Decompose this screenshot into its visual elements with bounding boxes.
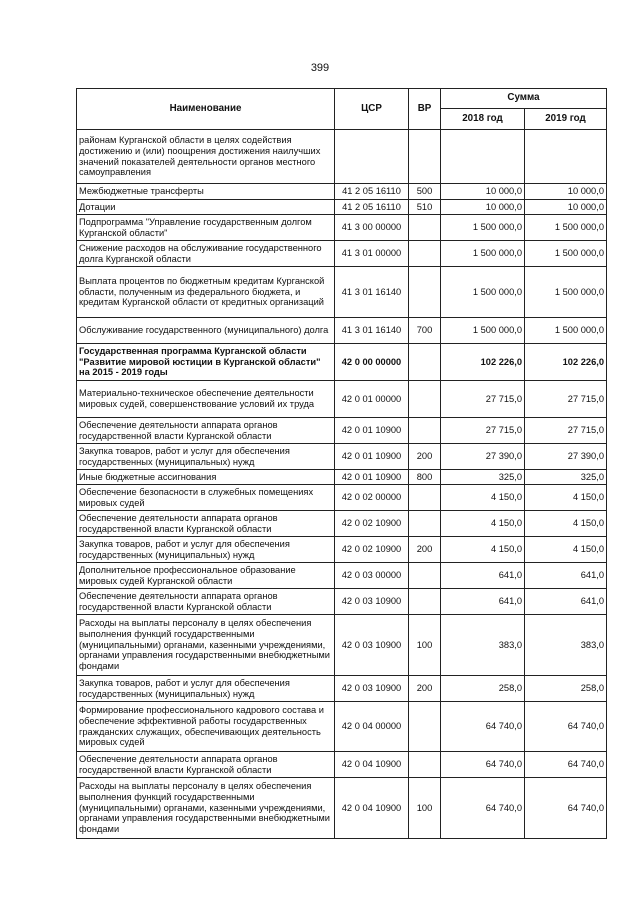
row-csr: 42 0 04 10900 bbox=[335, 752, 409, 778]
row-vr bbox=[409, 511, 441, 537]
row-amount-2018 bbox=[441, 130, 525, 184]
table-row bbox=[77, 470, 607, 485]
row-amount-2019: 383,0 bbox=[525, 615, 607, 676]
row-amount-2018: 4 150,0 bbox=[441, 537, 525, 563]
row-vr: 500 bbox=[409, 184, 441, 200]
row-csr: 42 0 01 10900 bbox=[335, 470, 409, 485]
budget-table bbox=[76, 88, 607, 839]
table-row bbox=[77, 344, 607, 381]
row-vr bbox=[409, 381, 441, 418]
row-csr: 41 2 05 16110 bbox=[335, 184, 409, 200]
row-amount-2018: 4 150,0 bbox=[441, 511, 525, 537]
table-row bbox=[77, 267, 607, 318]
row-amount-2019: 1 500 000,0 bbox=[525, 318, 607, 344]
row-amount-2018: 4 150,0 bbox=[441, 485, 525, 511]
row-amount-2019: 641,0 bbox=[525, 563, 607, 589]
row-vr: 200 bbox=[409, 444, 441, 470]
header-name: Наименование bbox=[77, 89, 335, 130]
table-row bbox=[77, 537, 607, 563]
row-amount-2019: 27 390,0 bbox=[525, 444, 607, 470]
row-amount-2018: 64 740,0 bbox=[441, 778, 525, 839]
row-name: Выплата процентов по бюджетным кредитам Курганской области, полученным из федерального бюджета, и кредитам Курганской области от кредитных организаций bbox=[77, 267, 335, 318]
row-amount-2018: 102 226,0 bbox=[441, 344, 525, 381]
header-sum: Сумма bbox=[441, 89, 607, 109]
row-name: Обеспечение деятельности аппарата органов государственной власти Курганской области bbox=[77, 589, 335, 615]
row-vr bbox=[409, 702, 441, 752]
table-row bbox=[77, 444, 607, 470]
row-name: Закупка товаров, работ и услуг для обеспечения государственных (муниципальных) нужд bbox=[77, 537, 335, 563]
row-amount-2019: 10 000,0 bbox=[525, 184, 607, 200]
table-body bbox=[77, 130, 607, 839]
row-amount-2019: 258,0 bbox=[525, 676, 607, 702]
row-name: Обеспечение деятельности аппарата органов государственной власти Курганской области bbox=[77, 511, 335, 537]
row-amount-2018: 1 500 000,0 bbox=[441, 241, 525, 267]
row-amount-2019: 1 500 000,0 bbox=[525, 215, 607, 241]
row-amount-2018: 27 390,0 bbox=[441, 444, 525, 470]
row-csr: 42 0 02 00000 bbox=[335, 485, 409, 511]
row-csr: 42 0 04 00000 bbox=[335, 702, 409, 752]
table-row bbox=[77, 511, 607, 537]
row-amount-2018: 641,0 bbox=[441, 589, 525, 615]
row-name: Дотации bbox=[77, 200, 335, 215]
row-amount-2019: 4 150,0 bbox=[525, 537, 607, 563]
row-name: Обеспечение деятельности аппарата органов государственной власти Курганской области bbox=[77, 418, 335, 444]
row-vr bbox=[409, 485, 441, 511]
row-csr: 41 3 00 00000 bbox=[335, 215, 409, 241]
row-name: Расходы на выплаты персоналу в целях обеспечения выполнения функций государственными (муниципальными) органами, казенными учреждениями, органами управления государственными внебюджетными фондами bbox=[77, 778, 335, 839]
row-amount-2019: 102 226,0 bbox=[525, 344, 607, 381]
header-year-2018: 2018 год bbox=[441, 109, 525, 130]
row-amount-2019: 27 715,0 bbox=[525, 418, 607, 444]
table-row bbox=[77, 381, 607, 418]
row-csr: 42 0 03 10900 bbox=[335, 615, 409, 676]
table-row bbox=[77, 418, 607, 444]
table-row bbox=[77, 615, 607, 676]
row-amount-2018: 10 000,0 bbox=[441, 184, 525, 200]
row-vr: 100 bbox=[409, 615, 441, 676]
row-vr bbox=[409, 563, 441, 589]
row-name: Межбюджетные трансферты bbox=[77, 184, 335, 200]
row-amount-2018: 1 500 000,0 bbox=[441, 267, 525, 318]
row-amount-2018: 383,0 bbox=[441, 615, 525, 676]
row-csr: 42 0 03 00000 bbox=[335, 563, 409, 589]
table-row bbox=[77, 485, 607, 511]
table-row bbox=[77, 752, 607, 778]
row-csr: 42 0 03 10900 bbox=[335, 676, 409, 702]
table-row bbox=[77, 184, 607, 200]
row-csr: 42 0 02 10900 bbox=[335, 511, 409, 537]
row-amount-2018: 641,0 bbox=[441, 563, 525, 589]
row-amount-2019: 4 150,0 bbox=[525, 511, 607, 537]
header-year-2019: 2019 год bbox=[525, 109, 607, 130]
row-amount-2019: 64 740,0 bbox=[525, 778, 607, 839]
row-vr bbox=[409, 215, 441, 241]
row-amount-2019: 10 000,0 bbox=[525, 200, 607, 215]
row-vr: 700 bbox=[409, 318, 441, 344]
row-amount-2019: 641,0 bbox=[525, 589, 607, 615]
row-amount-2018: 1 500 000,0 bbox=[441, 215, 525, 241]
row-csr: 42 0 00 00000 bbox=[335, 344, 409, 381]
table-row bbox=[77, 589, 607, 615]
row-csr: 41 3 01 16140 bbox=[335, 318, 409, 344]
table-row bbox=[77, 241, 607, 267]
row-amount-2018: 64 740,0 bbox=[441, 702, 525, 752]
row-name: Обеспечение деятельности аппарата органов государственной власти Курганской области bbox=[77, 752, 335, 778]
row-csr: 41 3 01 16140 bbox=[335, 267, 409, 318]
row-amount-2019: 1 500 000,0 bbox=[525, 267, 607, 318]
table-row bbox=[77, 215, 607, 241]
table-row bbox=[77, 318, 607, 344]
header-vr: ВР bbox=[409, 89, 441, 130]
row-csr: 42 0 01 00000 bbox=[335, 381, 409, 418]
row-name: Обслуживание государственного (муниципального) долга bbox=[77, 318, 335, 344]
row-vr bbox=[409, 130, 441, 184]
row-csr: 42 0 04 10900 bbox=[335, 778, 409, 839]
row-amount-2018: 64 740,0 bbox=[441, 752, 525, 778]
row-name: Обеспечение безопасности в служебных помещениях мировых судей bbox=[77, 485, 335, 511]
row-amount-2019: 64 740,0 bbox=[525, 702, 607, 752]
row-csr: 41 2 05 16110 bbox=[335, 200, 409, 215]
row-csr bbox=[335, 130, 409, 184]
row-name: Закупка товаров, работ и услуг для обеспечения государственных (муниципальных) нужд bbox=[77, 676, 335, 702]
table-row bbox=[77, 200, 607, 215]
row-vr: 100 bbox=[409, 778, 441, 839]
row-name: Дополнительное профессиональное образование мировых судей Курганской области bbox=[77, 563, 335, 589]
row-vr: 510 bbox=[409, 200, 441, 215]
row-vr bbox=[409, 344, 441, 381]
header-csr: ЦСР bbox=[335, 89, 409, 130]
row-amount-2018: 1 500 000,0 bbox=[441, 318, 525, 344]
row-name: Подпрограмма "Управление государственным долгом Курганской области" bbox=[77, 215, 335, 241]
table-row bbox=[77, 778, 607, 839]
row-amount-2019: 4 150,0 bbox=[525, 485, 607, 511]
table-row bbox=[77, 702, 607, 752]
row-amount-2019: 27 715,0 bbox=[525, 381, 607, 418]
row-vr bbox=[409, 267, 441, 318]
row-amount-2018: 258,0 bbox=[441, 676, 525, 702]
row-name: Материально-техническое обеспечение деятельности мировых судей, совершенствование условий их труда bbox=[77, 381, 335, 418]
row-vr bbox=[409, 241, 441, 267]
row-vr bbox=[409, 752, 441, 778]
row-csr: 42 0 02 10900 bbox=[335, 537, 409, 563]
row-amount-2019 bbox=[525, 130, 607, 184]
row-csr: 41 3 01 00000 bbox=[335, 241, 409, 267]
row-vr: 200 bbox=[409, 676, 441, 702]
row-amount-2018: 27 715,0 bbox=[441, 418, 525, 444]
row-name: районам Курганской области в целях содействия достижению и (или) поощрения достижения наилучших значений показателей деятельности органов местного самоуправления bbox=[77, 130, 335, 184]
row-name: Закупка товаров, работ и услуг для обеспечения государственных (муниципальных) нужд bbox=[77, 444, 335, 470]
row-amount-2019: 325,0 bbox=[525, 470, 607, 485]
table-row bbox=[77, 563, 607, 589]
row-vr: 200 bbox=[409, 537, 441, 563]
row-csr: 42 0 01 10900 bbox=[335, 444, 409, 470]
row-vr bbox=[409, 589, 441, 615]
row-amount-2019: 1 500 000,0 bbox=[525, 241, 607, 267]
row-csr: 42 0 03 10900 bbox=[335, 589, 409, 615]
table-row bbox=[77, 676, 607, 702]
row-amount-2019: 64 740,0 bbox=[525, 752, 607, 778]
row-name: Иные бюджетные ассигнования bbox=[77, 470, 335, 485]
row-amount-2018: 10 000,0 bbox=[441, 200, 525, 215]
row-name: Расходы на выплаты персоналу в целях обеспечения выполнения функций государственными (муниципальными) органами, казенными учреждениями, органами управления государственными внебюджетными фондами bbox=[77, 615, 335, 676]
row-vr: 800 bbox=[409, 470, 441, 485]
row-amount-2018: 27 715,0 bbox=[441, 381, 525, 418]
row-csr: 42 0 01 10900 bbox=[335, 418, 409, 444]
page-number: 399 bbox=[310, 62, 330, 74]
row-vr bbox=[409, 418, 441, 444]
row-name: Государственная программа Курганской области "Развитие мировой юстиции в Курганской области" на 2015 - 2019 годы bbox=[77, 344, 335, 381]
table-row bbox=[77, 130, 607, 184]
row-name: Формирование профессионального кадрового состава и обеспечение эффективной работы государственных гражданских служащих, обеспечивающих деятельность мировых судей bbox=[77, 702, 335, 752]
row-name: Снижение расходов на обслуживание государственного долга Курганской области bbox=[77, 241, 335, 267]
row-amount-2018: 325,0 bbox=[441, 470, 525, 485]
